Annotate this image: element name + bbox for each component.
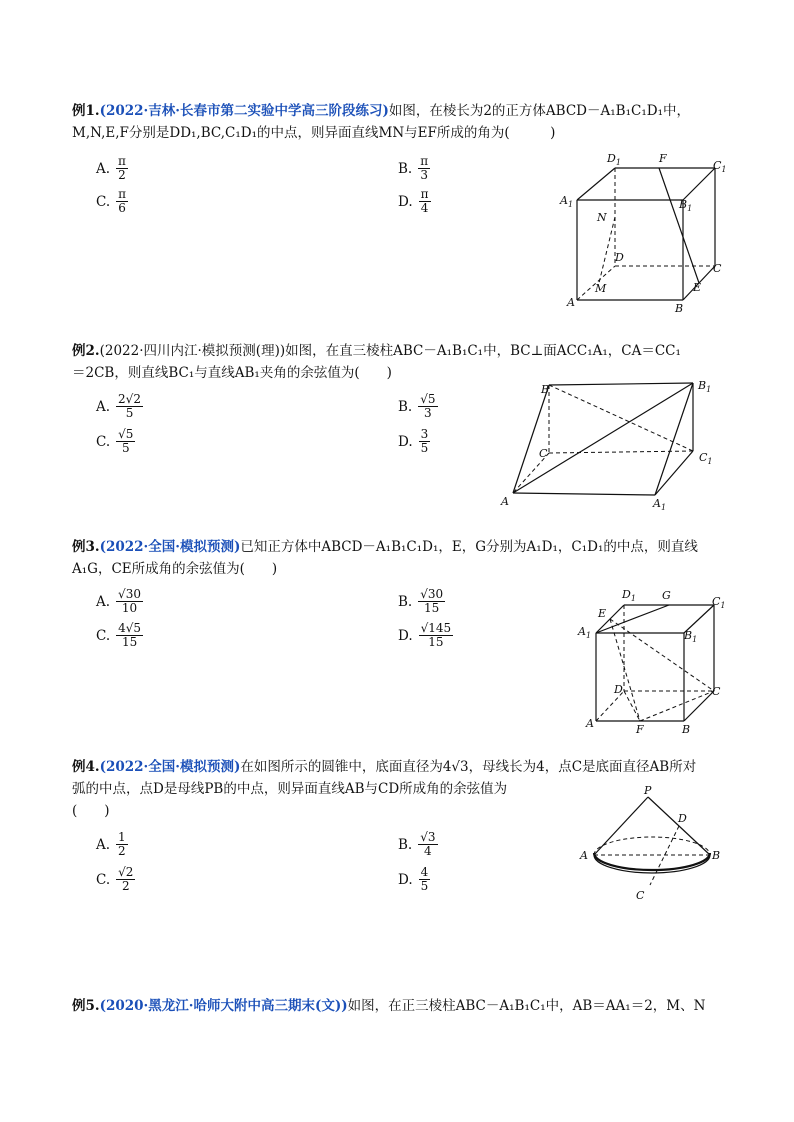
label-C1: $C_1$ <box>712 595 726 610</box>
problem-5 <box>72 995 732 1017</box>
option-b: B. $\frac{√5}{3}$ <box>398 392 436 420</box>
label-C: C <box>539 447 548 460</box>
option-c: C. $\frac{4√5}{15}$ <box>96 621 142 649</box>
label-E: E <box>598 607 607 620</box>
cube-figure-3 <box>572 585 732 735</box>
problem-text-line2: ＝2CB，则直线BC₁与直线AB₁夹角的余弦值为( ) <box>72 365 392 381</box>
option-d: D. $\frac{4}{5}$ <box>398 865 429 893</box>
label-D: D <box>615 251 624 264</box>
problem-text-line2: A₁G，CE所成角的余弦值为( ) <box>72 561 278 577</box>
problem-source: (2020·黑龙江·哈师大附中高三期末(文)) <box>99 998 348 1014</box>
label-A: A <box>501 495 509 508</box>
label-G: G <box>662 589 671 602</box>
label-N: N <box>597 211 607 224</box>
label-C1: $C_1$ <box>713 159 727 174</box>
option-a: A. $\frac{\pi}{2}$ <box>96 154 126 182</box>
option-a: A. $\frac{2√2}{5}$ <box>96 392 141 420</box>
problem-number: 例5. <box>72 998 100 1014</box>
problem-source: (2022·全国·模拟预测) <box>99 759 241 775</box>
problem-text-line3: ( ) <box>72 803 110 819</box>
problem-number: 例4. <box>72 759 100 775</box>
label-A1: $A_1$ <box>560 194 574 209</box>
label-C: C <box>636 889 645 902</box>
problem-number: 例3. <box>72 539 100 555</box>
label-A: A <box>586 717 594 730</box>
label-B1: $B_1$ <box>698 379 712 394</box>
problem-text-line1: 已知正方体中ABCD－A₁B₁C₁D₁，E，G分别为A₁D₁，C₁D₁的中点，则直线 <box>240 539 698 555</box>
label-A1: $A_1$ <box>578 625 592 640</box>
option-d: D. $\frac{\pi}{4}$ <box>398 187 429 215</box>
option-c: C. $\frac{\pi}{6}$ <box>96 187 127 215</box>
label-D: D <box>678 812 687 825</box>
option-c: C. $\frac{√5}{5}$ <box>96 427 134 455</box>
cone-figure-4 <box>572 785 732 905</box>
problem-text-line1: 在如图所示的圆锥中，底面直径为4√3，母线长为4，点C是底面直径AB所对 <box>240 759 697 775</box>
label-B1: $B_1$ <box>679 198 693 213</box>
label-D: D <box>614 683 623 696</box>
option-a: A. $\frac{√30}{10}$ <box>96 587 141 615</box>
label-B: B <box>712 849 721 862</box>
option-b: B. $\frac{√3}{4}$ <box>398 830 436 858</box>
problem-text-line1: 如图，在直三棱柱ABC－A₁B₁C₁中，BC⊥面ACC₁A₁，CA＝CC₁ <box>285 343 681 359</box>
label-C1: $C_1$ <box>699 451 713 466</box>
label-F: F <box>636 723 644 735</box>
cube-figure-1 <box>555 148 735 318</box>
problem-source: (2022·吉林·长春市第二实验中学高三阶段练习) <box>99 103 389 119</box>
label-B: B <box>675 302 684 315</box>
problem-number: 例2. <box>72 343 100 359</box>
label-D1: $D_1$ <box>622 588 636 603</box>
label-A: A <box>567 296 575 309</box>
problem-text-line2: 弧的中点，点D是母线PB的中点，则异面直线AB与CD所成角的余弦值为 <box>72 781 508 797</box>
option-b: B. $\frac{√30}{15}$ <box>398 587 444 615</box>
problem-3 <box>72 536 732 580</box>
label-M: M <box>595 282 607 295</box>
label-B: B <box>682 723 691 735</box>
label-C: C <box>713 262 722 275</box>
problem-text-line2: M,N,E,F分别是DD₁,BC,C₁D₁的中点，则异面直线MN与EF所成的角为( ) <box>72 125 556 141</box>
label-C: C <box>712 685 721 698</box>
option-d: D. $\frac{√145}{15}$ <box>398 621 452 649</box>
label-B: B <box>541 383 550 396</box>
problem-source: (2022·四川内江·模拟预测(理)) <box>99 343 286 359</box>
label-E: E <box>693 281 702 294</box>
label-B1: $B_1$ <box>684 629 698 644</box>
problem-text-line1: 如图，在棱长为2的正方体ABCD－A₁B₁C₁D₁中， <box>388 103 690 119</box>
prism-figure-2 <box>495 375 735 515</box>
label-D1: $D_1$ <box>607 152 621 167</box>
option-b: B. $\frac{\pi}{3}$ <box>398 154 429 182</box>
problem-number: 例1. <box>72 103 100 119</box>
label-A: A <box>580 849 588 862</box>
option-c: C. $\frac{√2}{2}$ <box>96 865 134 893</box>
problem-1 <box>72 100 732 144</box>
label-P: P <box>644 785 652 797</box>
problem-text-line1: 如图，在正三棱柱ABC－A₁B₁C₁中，AB＝AA₁＝2，M、N <box>347 998 706 1014</box>
option-a: A. $\frac{1}{2}$ <box>96 830 126 858</box>
option-d: D. $\frac{3}{5}$ <box>398 427 429 455</box>
label-A1: $A_1$ <box>653 497 667 512</box>
label-F: F <box>659 152 667 165</box>
problem-source: (2022·全国·模拟预测) <box>99 539 241 555</box>
